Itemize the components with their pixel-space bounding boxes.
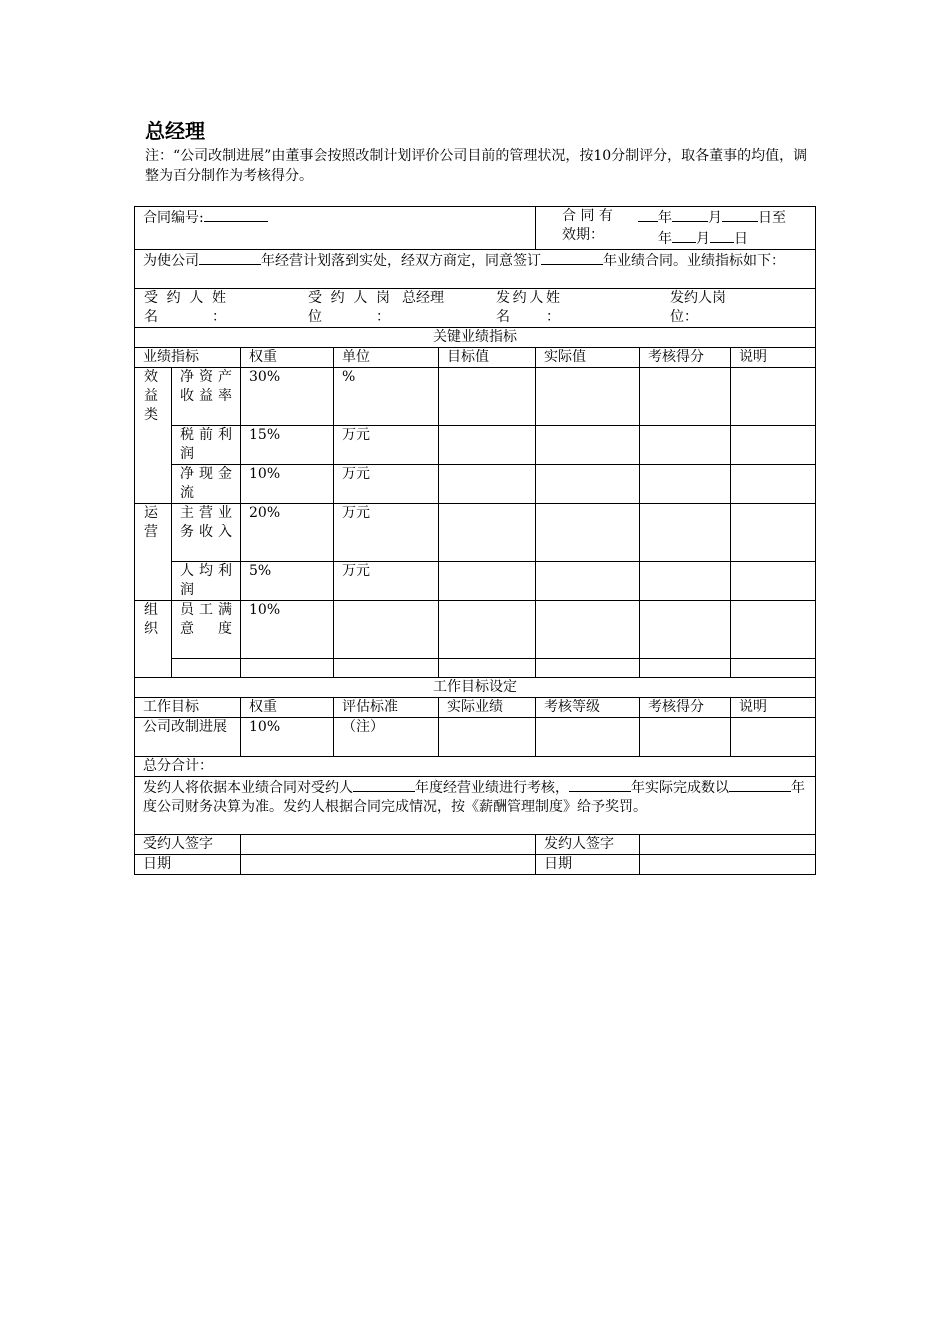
validity-cell (536, 207, 816, 250)
kpi-indicator: 主营业务收入 (172, 504, 241, 562)
kpi-col-remark: 说明 (731, 348, 816, 368)
kpi-remark-cell[interactable] (731, 368, 816, 426)
page-title: 总经理 (145, 119, 205, 143)
kpi-actual-cell[interactable] (536, 659, 640, 678)
kpi-remark-cell[interactable] (731, 659, 816, 678)
promisee-sign-field[interactable] (241, 835, 536, 855)
kpi-score-cell[interactable] (640, 368, 731, 426)
start-day-blank[interactable] (722, 207, 758, 222)
work-col-score: 考核得分 (640, 698, 731, 718)
kpi-target-cell[interactable] (439, 562, 536, 601)
promisor-post-label: 发约人岗位： (670, 290, 726, 325)
table-row (135, 368, 816, 426)
promisor-date-field[interactable] (640, 855, 816, 875)
day-to-label: 日至 (758, 210, 786, 226)
date-row (135, 855, 816, 875)
plan-year-blank[interactable] (199, 250, 261, 265)
work-col-goal: 工作目标 (135, 698, 241, 718)
kpi-weight: 10% (241, 601, 334, 659)
kpi-col-actual: 实际值 (536, 348, 640, 368)
parties-row (135, 289, 816, 328)
work-col-remark: 说明 (731, 698, 816, 718)
kpi-weight: 5% (241, 562, 334, 601)
work-actual-cell[interactable] (439, 718, 536, 757)
kpi-col-weight: 权重 (241, 348, 334, 368)
kpi-actual-cell[interactable] (536, 562, 640, 601)
kpi-score-cell[interactable] (640, 601, 731, 659)
end-day-blank[interactable] (710, 228, 734, 243)
document-header (145, 118, 825, 186)
clause-text-3: 年实际完成数以 (631, 780, 729, 796)
kpi-group-name: 组织 (135, 601, 172, 678)
end-month-blank[interactable] (672, 228, 696, 243)
kpi-unit: 万元 (334, 504, 439, 562)
intro-text-3: 年业绩合同。业绩指标如下： (603, 253, 785, 269)
kpi-actual-cell[interactable] (536, 465, 640, 504)
kpi-weight: 30% (241, 368, 334, 426)
month-label-2: 月 (696, 231, 710, 247)
kpi-weight-empty[interactable] (241, 659, 334, 678)
kpi-unit: 万元 (334, 426, 439, 465)
end-year-blank[interactable] (638, 229, 658, 243)
kpi-remark-cell[interactable] (731, 601, 816, 659)
promisee-post-value: 总经理 (402, 290, 444, 306)
kpi-header-row (135, 348, 816, 368)
kpi-indicator-empty[interactable] (172, 659, 241, 678)
kpi-indicator: 人均利润 (172, 562, 241, 601)
total-row (135, 757, 816, 777)
work-score-cell[interactable] (640, 718, 731, 757)
promisee-sign-label: 受约人签字 (135, 835, 241, 855)
promisee-name-value[interactable] (226, 289, 308, 327)
kpi-unit (334, 601, 439, 659)
intro-text-1: 为使公司 (143, 253, 199, 269)
intro-cell (135, 250, 816, 289)
assess-year-blank[interactable] (353, 777, 415, 792)
table-row (135, 426, 816, 465)
kpi-target-cell[interactable] (439, 504, 536, 562)
promisee-post-label: 受约人岗位： (308, 290, 390, 325)
kpi-section-row (135, 328, 816, 348)
start-month-blank[interactable] (672, 207, 708, 222)
start-year-blank[interactable] (638, 207, 658, 222)
kpi-actual-cell[interactable] (536, 504, 640, 562)
contract-info-row (135, 207, 816, 250)
table-row (135, 718, 816, 757)
actual-year-blank[interactable] (569, 777, 631, 792)
validity-label-1: 合 同 有 (562, 208, 613, 224)
work-weight: 10% (241, 718, 334, 757)
kpi-col-indicator: 业绩指标 (135, 348, 241, 368)
month-label: 月 (708, 210, 722, 226)
promisor-name-label: 发约人姓名： (496, 290, 560, 325)
kpi-actual-cell[interactable] (536, 426, 640, 465)
signature-row (135, 835, 816, 855)
kpi-score-cell[interactable] (640, 659, 731, 678)
table-row (135, 504, 816, 562)
year-label: 年 (658, 210, 672, 226)
work-goal: 公司改制进展 (135, 718, 241, 757)
kpi-score-cell[interactable] (640, 426, 731, 465)
kpi-weight: 10% (241, 465, 334, 504)
table-row (135, 601, 816, 659)
work-col-actual: 实际业绩 (439, 698, 536, 718)
kpi-weight: 15% (241, 426, 334, 465)
promisee-date-field[interactable] (241, 855, 536, 875)
work-col-weight: 权重 (241, 698, 334, 718)
kpi-actual-cell[interactable] (536, 601, 640, 659)
note-text: 注：“公司改制进展”由董事会按照改制计划评价公司目前的管理状况，按10分制评分，取各董事的均值，调整为百分制作为考核得分。 (145, 148, 808, 184)
clause-text-4: 年度公司财务决算为准。发约人根据合同完成情况，按《薪酬管理制度》给予奖罚。 (143, 780, 805, 815)
contract-no-cell (135, 207, 536, 250)
work-section-row (135, 678, 816, 698)
contract-no-label: 合同编号: (143, 210, 204, 226)
clause-cell (135, 777, 816, 835)
year-label-2: 年 (658, 231, 672, 247)
kpi-score-cell[interactable] (640, 504, 731, 562)
table-row (135, 659, 816, 678)
promisor-name-value[interactable] (560, 289, 670, 327)
kpi-target-cell[interactable] (439, 601, 536, 659)
kpi-target-cell[interactable] (439, 465, 536, 504)
performance-contract-table (134, 206, 816, 875)
table-row (135, 465, 816, 504)
kpi-col-score: 考核得分 (640, 348, 731, 368)
kpi-indicator: 净现金流 (172, 465, 241, 504)
work-remark-cell[interactable] (731, 718, 816, 757)
promisor-sign-field[interactable] (640, 835, 816, 855)
clause-text-2: 年度经营业绩进行考核， (415, 780, 569, 796)
kpi-indicator: 净资产收益率 (172, 368, 241, 426)
contract-year-blank[interactable] (541, 250, 603, 265)
finance-year-blank[interactable] (729, 777, 791, 792)
kpi-section-title: 关键业绩指标 (135, 328, 816, 348)
kpi-group-name: 运营 (135, 504, 172, 601)
clause-text-1: 发约人将依据本业绩合同对受约人 (143, 780, 353, 796)
parties-cell (135, 289, 816, 328)
kpi-col-unit: 单位 (334, 348, 439, 368)
intro-text-2: 年经营计划落到实处，经双方商定，同意签订 (261, 253, 541, 269)
kpi-target-cell[interactable] (439, 426, 536, 465)
promisor-date-label: 日期 (536, 855, 640, 875)
work-grade-cell[interactable] (536, 718, 640, 757)
kpi-indicator: 员工满意度 (172, 601, 241, 659)
kpi-unit-empty[interactable] (334, 659, 439, 678)
day-label: 日 (734, 231, 748, 247)
kpi-target-cell[interactable] (439, 659, 536, 678)
work-section-title: 工作目标设定 (135, 678, 816, 698)
kpi-remark-cell[interactable] (731, 465, 816, 504)
validity-label-2: 效期： (562, 227, 604, 243)
contract-no-blank[interactable] (204, 207, 268, 222)
kpi-actual-cell[interactable] (536, 368, 640, 426)
kpi-score-cell[interactable] (640, 562, 731, 601)
work-standard: （注） (334, 718, 439, 757)
promisor-sign-label: 发约人签字 (536, 835, 640, 855)
work-col-standard: 评估标准 (334, 698, 439, 718)
kpi-remark-cell[interactable] (731, 562, 816, 601)
kpi-unit: % (334, 368, 439, 426)
promisee-name-label: 受约人姓名： (144, 290, 226, 325)
promisee-date-label: 日期 (135, 855, 241, 875)
kpi-indicator: 税前利润 (172, 426, 241, 465)
kpi-group-name: 效益类 (135, 368, 172, 504)
kpi-score-cell[interactable] (640, 465, 731, 504)
work-header-row (135, 698, 816, 718)
kpi-remark-cell[interactable] (731, 426, 816, 465)
kpi-remark-cell[interactable] (731, 504, 816, 562)
clause-row (135, 777, 816, 835)
kpi-col-target: 目标值 (439, 348, 536, 368)
kpi-weight: 20% (241, 504, 334, 562)
kpi-unit: 万元 (334, 562, 439, 601)
total-label: 总分合计： (135, 757, 816, 777)
kpi-unit: 万元 (334, 465, 439, 504)
table-row (135, 562, 816, 601)
kpi-target-cell[interactable] (439, 368, 536, 426)
intro-row (135, 250, 816, 289)
work-col-grade: 考核等级 (536, 698, 640, 718)
